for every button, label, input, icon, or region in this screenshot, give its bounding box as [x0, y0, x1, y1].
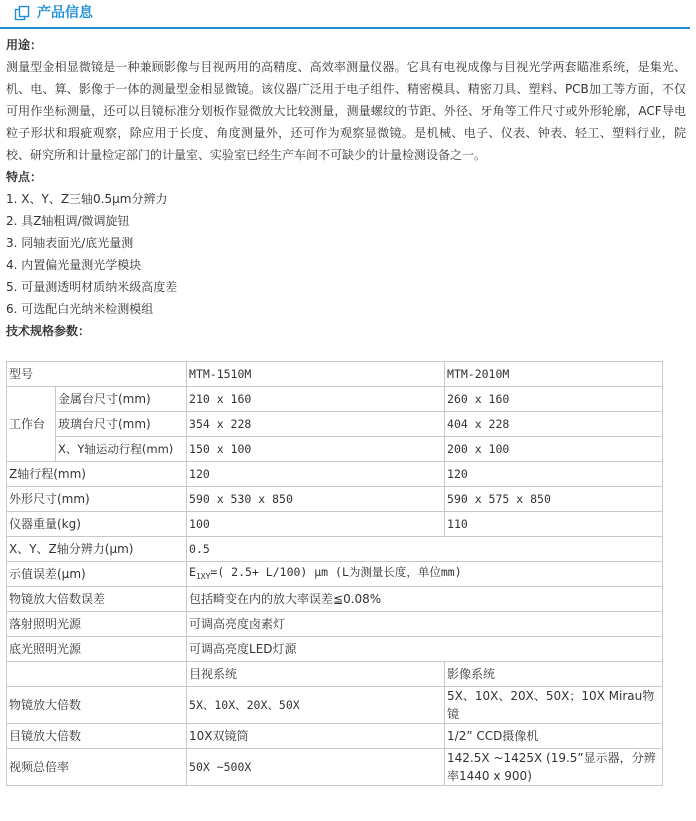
- table-row: [7, 362, 663, 387]
- total-label: 视频总倍率: [7, 749, 187, 786]
- table-row: [7, 612, 663, 637]
- table-row: [7, 637, 663, 662]
- table-row: [7, 387, 663, 412]
- error-e: E: [189, 564, 196, 579]
- eye-visual: 10X双镜筒: [187, 724, 445, 749]
- table-row: [7, 512, 663, 537]
- features-label: 特点：: [6, 170, 43, 184]
- feature-item: 1. X、Y、Z三轴0.5μm分辨力: [6, 192, 168, 206]
- feature-item: 2. 具Z轴粗调/微调旋钮: [6, 214, 130, 228]
- obj-label: 物镜放大倍数: [7, 687, 187, 724]
- bottom-label: 底光照明光源: [7, 637, 187, 662]
- table-row: [7, 437, 663, 462]
- metal-label: 金属台尺寸(mm): [56, 387, 187, 412]
- res-value: 0.5: [187, 537, 663, 562]
- glass-label: 玻璃台尺寸(mm): [56, 412, 187, 437]
- feature-item: 5. 可量测透明材质纳米级高度差: [6, 280, 178, 294]
- model-label: 型号: [7, 362, 187, 387]
- weight-label: 仪器重量(kg): [7, 512, 187, 537]
- obj-image: 5X、10X、20X、50X；10X Mirau物镜: [445, 687, 663, 724]
- dim-label: 外形尺寸(mm): [7, 487, 187, 512]
- section-header: [0, 0, 690, 29]
- metal-a: 210 x 160: [187, 387, 445, 412]
- objerr-value: 包括畸变在内的放大率误差≦0.08%: [187, 587, 663, 612]
- image-system: 影像系统: [445, 662, 663, 687]
- feature-item: 4. 内置偏光量测光学模块: [6, 258, 142, 272]
- res-label: X、Y、Z轴分辨力(μm): [7, 537, 187, 562]
- empty-cell: [7, 662, 187, 687]
- error-rest: =( 2.5+ L/100) μm (L为测量长度，单位mm): [210, 564, 462, 579]
- model-b: MTM-2010M: [445, 362, 663, 387]
- specs-label: 技术规格参数：: [6, 324, 91, 338]
- table-row: [7, 724, 663, 749]
- copy-icon: [14, 5, 30, 21]
- travel-a: 150 x 100: [187, 437, 445, 462]
- feature-item: 3. 同轴表面光/底光量测: [6, 236, 134, 250]
- table-row: [7, 662, 663, 687]
- metal-b: 260 x 160: [445, 387, 663, 412]
- dim-a: 590 x 530 x 850: [187, 487, 445, 512]
- error-value: [187, 562, 663, 587]
- visual-system: 目视系统: [187, 662, 445, 687]
- section-title: 产品信息: [37, 5, 93, 21]
- table-row: [7, 687, 663, 724]
- travel-b: 200 x 100: [445, 437, 663, 462]
- travel-label: X、Y轴运动行程(mm): [56, 437, 187, 462]
- z-label: Z轴行程(mm): [7, 462, 187, 487]
- table-row: [7, 562, 663, 587]
- glass-b: 404 x 228: [445, 412, 663, 437]
- table-row: [7, 462, 663, 487]
- table-row: [7, 537, 663, 562]
- table-row: [7, 412, 663, 437]
- worktable-label: 工作台: [7, 387, 56, 462]
- z-b: 120: [445, 462, 663, 487]
- product-content: [6, 34, 686, 342]
- epi-label: 落射照明光源: [7, 612, 187, 637]
- total-image: 142.5X ~1425X (19.5”显示器，分辨率1440 x 900): [445, 749, 663, 786]
- eye-label: 目镜放大倍数: [7, 724, 187, 749]
- table-row: [7, 487, 663, 512]
- objerr-label: 物镜放大倍数误差: [7, 587, 187, 612]
- error-sub: 1XY: [195, 571, 211, 581]
- total-visual: 50X ~500X: [187, 749, 445, 786]
- dim-b: 590 x 575 x 850: [445, 487, 663, 512]
- glass-a: 354 x 228: [187, 412, 445, 437]
- model-a: MTM-1510M: [187, 362, 445, 387]
- bottom-value: 可调高亮度LED灯源: [187, 637, 663, 662]
- usage-label: 用途：: [6, 38, 43, 52]
- z-a: 120: [187, 462, 445, 487]
- table-row: [7, 587, 663, 612]
- obj-visual: 5X、10X、20X、50X: [187, 687, 445, 724]
- usage-text: 测量型金相显微镜是一种兼顾影像与目视两用的高精度、高效率测量仪器。它具有电视成像与目视光学两套瞄准系统，是集光、机、电、算、影像于一体的测量型金相显微镜。该仪器广泛用于电子组件、精密模具、精密刀具、塑料、PCB加工等方面，不仅可用作坐标测量，还可以目镜标准分划板作显微放大比较测量，测量螺纹的节距、外径、牙角等工件尺寸或外形轮廓，ACF导电粒子形状和瑕疵观察，除应用于长度、角度测量外，还可作为观察显微镜。是机械、电子、仪表、钟表、轻工、塑料行业，院校、研究所和计量检定部门的计量室、实验室已经生产车间不可缺少的计量检测设备之一。: [6, 60, 686, 162]
- eye-image: 1/2” CCD摄像机: [445, 724, 663, 749]
- epi-value: 可调高亮度卤素灯: [187, 612, 663, 637]
- table-row: [7, 749, 663, 786]
- feature-item: 6. 可选配白光纳米检测模组: [6, 302, 154, 316]
- spec-table: [6, 361, 663, 786]
- weight-b: 110: [445, 512, 663, 537]
- error-label: 示值误差(μm): [7, 562, 187, 587]
- features-list: [6, 188, 686, 320]
- weight-a: 100: [187, 512, 445, 537]
